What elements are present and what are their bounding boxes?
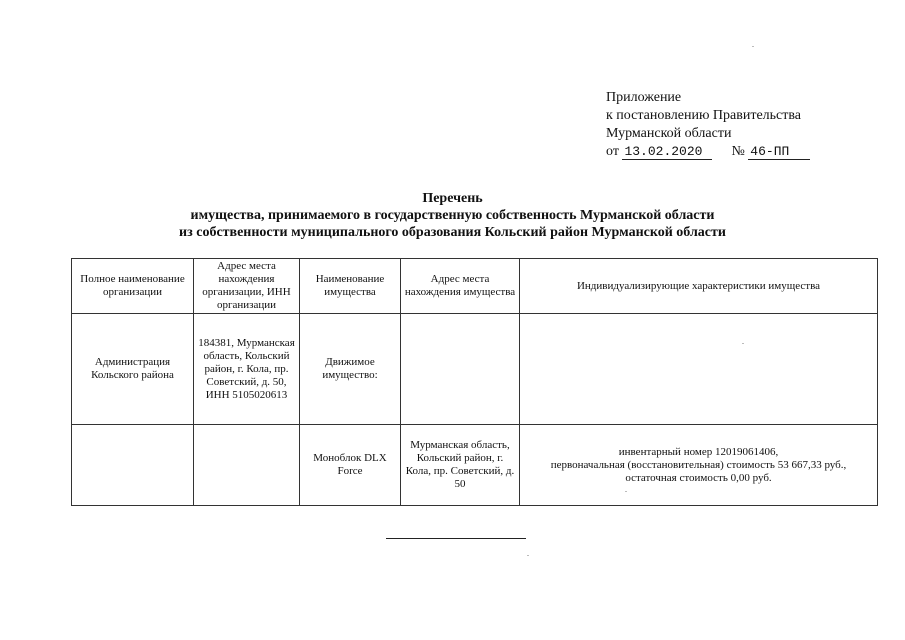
cell-empty <box>72 425 194 506</box>
header-characteristics: Индивидуализирующие характеристики имущества <box>520 259 878 314</box>
closing-line <box>386 538 526 539</box>
table-row <box>72 314 878 425</box>
annex-block <box>606 89 810 161</box>
annex-number-label: № <box>731 144 745 159</box>
header-property-name: Наименование имущества <box>300 259 401 314</box>
scan-speck <box>752 46 754 47</box>
header-org-name: Полное наименование организации <box>72 259 194 314</box>
title-line-2: имущества, принимаемого в государственную собственность Мурманской области <box>190 208 715 223</box>
annex-date: 13.02.2020 <box>622 145 712 160</box>
char-line-1: инвентарный номер 12019061406, <box>618 445 779 458</box>
scan-speck <box>527 555 529 556</box>
cell-org-address <box>194 314 300 425</box>
annex-date-line <box>606 143 810 161</box>
char-line-3: остаточная стоимость 0,00 руб. <box>625 471 772 484</box>
cell-property-name: Моноблок DLX Force <box>300 425 401 506</box>
title-line-3: из собственности муниципального образования Кольский район Мурманской области <box>179 225 726 240</box>
annex-line-3: Мурманской области <box>606 126 732 141</box>
document-title <box>0 190 905 241</box>
header-org-address: Адрес места нахождения организации, ИНН организации <box>194 259 300 314</box>
table-row <box>72 425 878 506</box>
title-line-1: Перечень <box>422 191 483 206</box>
cell-empty <box>194 425 300 506</box>
cell-org-name: Администрация Кольского района <box>72 314 194 425</box>
cell-empty <box>401 314 520 425</box>
cell-characteristics <box>520 425 878 506</box>
table-header-row <box>72 259 878 314</box>
scan-speck <box>742 343 744 344</box>
annex-number: 46-ПП <box>748 145 810 160</box>
annex-line-1: Приложение <box>606 90 682 105</box>
cell-property-address: Мурманская область, Кольский район, г. Кола, пр. Советский, д. 50 <box>401 425 520 506</box>
property-table <box>71 258 878 506</box>
org-inn-text: ИНН 5105020613 <box>205 388 288 401</box>
scan-speck <box>625 491 627 492</box>
char-line-2: первоначальная (восстановительная) стоимость 53 667,33 руб., <box>550 458 847 471</box>
org-address-text: 184381, Мурманская область, Кольский район, г. Кола, пр. Советский, д. 50, <box>198 336 295 388</box>
cell-property-type: Движимое имущество: <box>300 314 401 425</box>
header-property-address: Адрес места нахождения имущества <box>401 259 520 314</box>
annex-line-2: к постановлению Правительства <box>606 108 802 123</box>
annex-from-label: от <box>606 144 619 159</box>
cell-empty <box>520 314 878 425</box>
